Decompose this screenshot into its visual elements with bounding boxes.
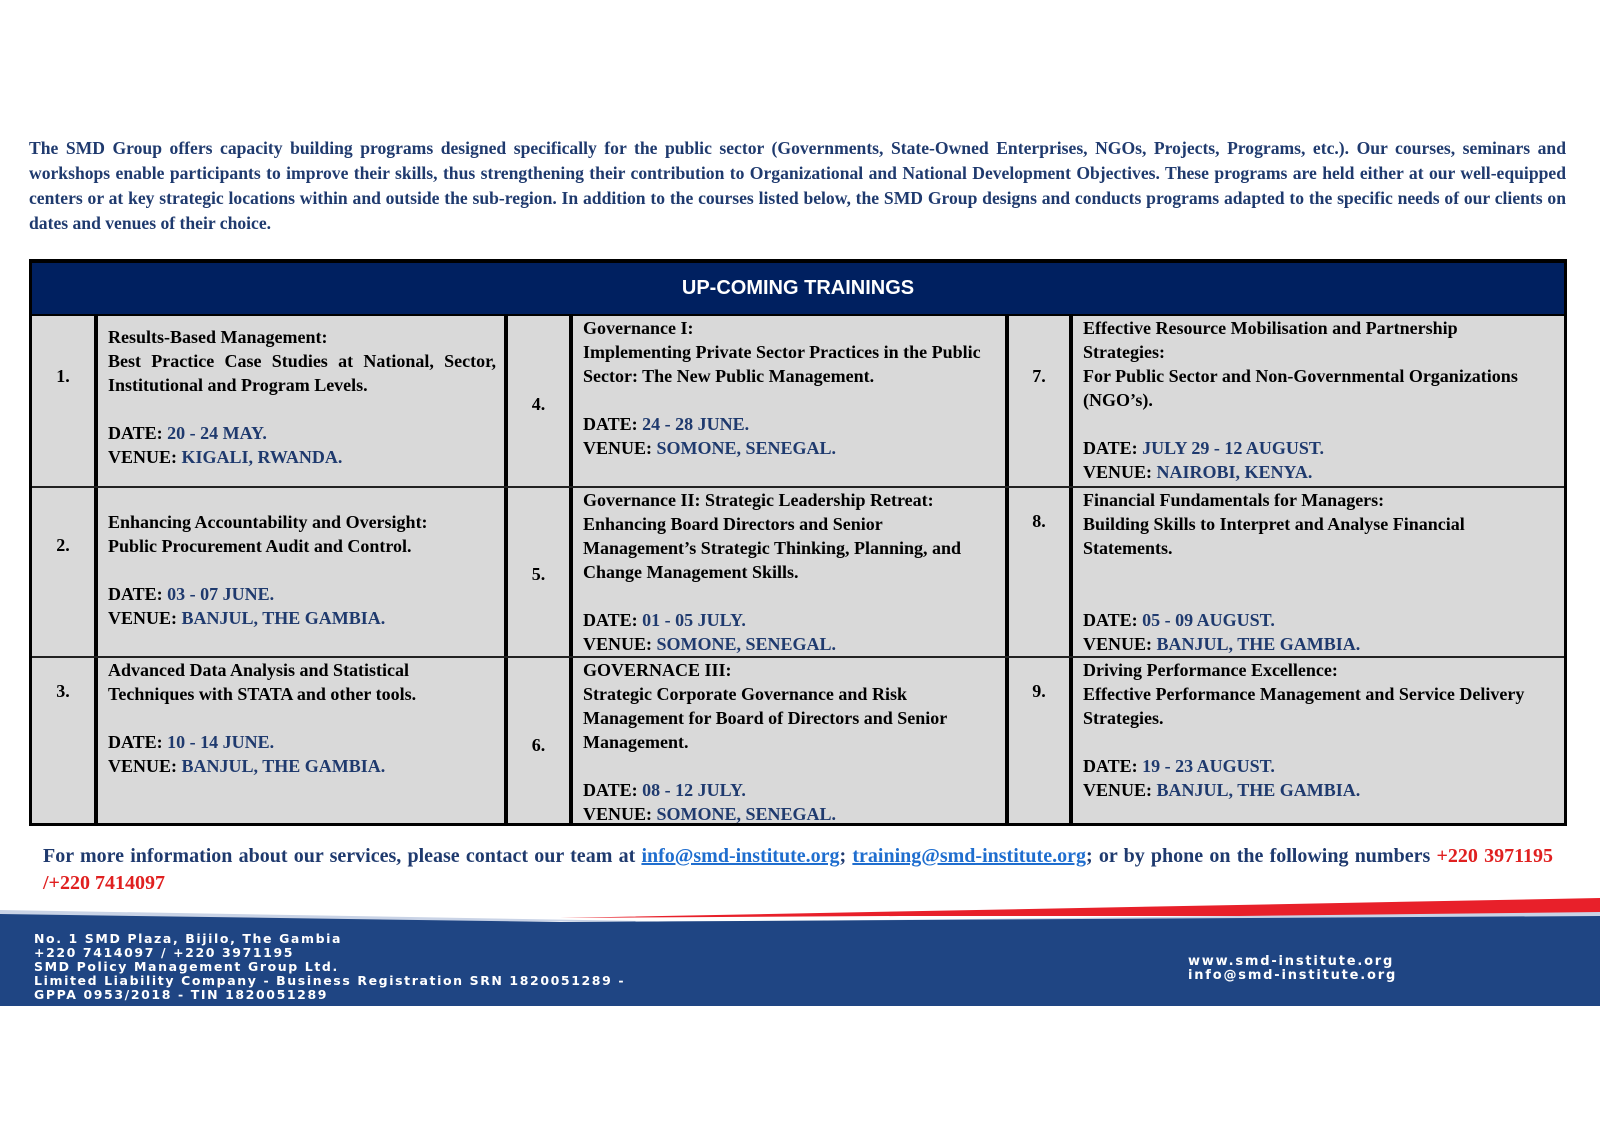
- course-cell-9: [1073, 658, 1535, 826]
- course-number: 7.: [1032, 366, 1046, 386]
- date-value: 24 - 28 JUNE.: [642, 414, 750, 434]
- table-title: UP-COMING TRAININGS: [32, 263, 1564, 316]
- date-value: 19 - 23 AUGUST.: [1142, 756, 1275, 776]
- course-title: Advanced Data Analysis and Statistical: [108, 660, 410, 680]
- course-number: 8.: [1032, 511, 1046, 531]
- course-venue: VENUE: BANJUL, THE GAMBIA.: [108, 608, 386, 628]
- table-row: [32, 316, 1564, 486]
- course-date: DATE: 19 - 23 AUGUST.: [1083, 756, 1275, 776]
- course-subtitle: Enhancing Board Directors and Senior Management’s Strategic Thinking, Planning, and Change Management Skills.: [583, 514, 962, 582]
- banner-email-link[interactable]: info@smd-institute.org: [1188, 968, 1398, 983]
- course-title: Governance II: Strategic Leadership Retreat:: [583, 490, 934, 510]
- course-venue: VENUE: SOMONE, SENEGAL.: [583, 804, 837, 824]
- course-title: GOVERNACE III:: [583, 660, 732, 680]
- course-venue: VENUE: KIGALI, RWANDA.: [108, 447, 343, 467]
- course-number: 1.: [56, 366, 70, 386]
- course-number: 9.: [1032, 681, 1046, 701]
- address-line: No. 1 SMD Plaza, Bijilo, The Gambia: [34, 931, 343, 946]
- course-date: DATE: 05 - 09 AUGUST.: [1083, 610, 1275, 630]
- company-address-block: [34, 932, 625, 1002]
- course-cell-3: [98, 658, 504, 826]
- course-venue: VENUE: BANJUL, THE GAMBIA.: [1083, 780, 1361, 800]
- course-venue: VENUE: SOMONE, SENEGAL.: [583, 634, 837, 654]
- course-number: 6.: [531, 735, 546, 755]
- course-subtitle: Best Practice Case Studies at National, Sector, Institutional and Program Levels.: [108, 351, 496, 395]
- intro-paragraph: The SMD Group offers capacity building programs designed specifically for the public sector (Governments, State-Owned Enterprises, NGOs, Projects, Programs, etc.). Our courses, seminars and workshops enable participants to improve their skills, thus strengthening their contribution to Organizational and National Development Objectives. These programs are held either at our well-equipped centers or at key strategic locations within and outside the sub-region. In addition to the courses listed below, the SMD Group designs and conducts programs adapted to the specific needs of our clients on dates and venues of their choice.: [29, 138, 1566, 233]
- course-number: 5.: [531, 564, 546, 584]
- course-subtitle: Public Procurement Audit and Control.: [108, 536, 412, 556]
- course-cell-5: [573, 488, 1005, 656]
- course-cell-7: [1073, 316, 1535, 486]
- course-venue: VENUE: BANJUL, THE GAMBIA.: [108, 756, 386, 776]
- course-cell-2: [98, 488, 504, 656]
- venue-value: BANJUL, THE GAMBIA.: [1156, 634, 1361, 654]
- course-date: DATE: JULY 29 - 12 AUGUST.: [1083, 438, 1325, 458]
- venue-value: BANJUL, THE GAMBIA.: [181, 608, 386, 628]
- course-subtitle: Techniques with STATA and other tools.: [108, 684, 417, 704]
- course-title: Enhancing Accountability and Oversight:: [108, 512, 428, 532]
- contact-paragraph: For more information about our services, please contact our team at info@smd-institute.org; training@smd-institute.org; or by phone on the following numbers +220 3971195 /+220 7414097: [43, 845, 1553, 894]
- phone-line: +220 7414097 / +220 3971195: [34, 945, 295, 960]
- venue-value: KIGALI, RWANDA.: [181, 447, 343, 467]
- course-title: Governance I:: [583, 318, 694, 338]
- date-value: 08 - 12 JULY.: [642, 780, 746, 800]
- course-date: DATE: 03 - 07 JUNE.: [108, 584, 275, 604]
- date-value: 10 - 14 JUNE.: [167, 732, 275, 752]
- course-date: DATE: 20 - 24 MAY.: [108, 423, 267, 443]
- course-subtitle: Implementing Private Sector Practices in the Public Sector: The New Public Management.: [583, 342, 981, 386]
- registration-line: Limited Liability Company - Business Registration SRN 1820051289 -: [34, 973, 626, 988]
- course-subtitle: Building Skills to Interpret and Analyse Financial Statements.: [1083, 514, 1465, 558]
- course-subtitle: Strategic Corporate Governance and Risk Management for Board of Directors and Senior Management.: [583, 684, 947, 752]
- course-date: DATE: 24 - 28 JUNE.: [583, 414, 750, 434]
- date-value: 01 - 05 JULY.: [642, 610, 746, 630]
- course-venue: VENUE: NAIROBI, KENYA.: [1083, 462, 1313, 482]
- course-number: 4.: [531, 394, 546, 414]
- course-venue: VENUE: SOMONE, SENEGAL.: [583, 438, 837, 458]
- venue-value: BANJUL, THE GAMBIA.: [181, 756, 386, 776]
- date-value: 03 - 07 JUNE.: [167, 584, 275, 604]
- venue-value: NAIROBI, KENYA.: [1156, 462, 1313, 482]
- course-subtitle: Effective Performance Management and Service Delivery Strategies.: [1083, 684, 1525, 728]
- date-value: JULY 29 - 12 AUGUST.: [1142, 438, 1325, 458]
- course-title: Effective Resource Mobilisation and Partnership Strategies:: [1083, 318, 1458, 362]
- venue-value: SOMONE, SENEGAL.: [656, 804, 837, 824]
- course-cell-1: [98, 316, 504, 486]
- course-date: DATE: 01 - 05 JULY.: [583, 610, 746, 630]
- gppa-line: GPPA 0953/2018 - TIN 1820051289: [34, 987, 329, 1002]
- venue-value: SOMONE, SENEGAL.: [656, 438, 837, 458]
- table-row: [32, 656, 1564, 826]
- email-link-training[interactable]: training@smd-institute.org: [852, 845, 1086, 867]
- course-subtitle: For Public Sector and Non-Governmental Organizations (NGO’s).: [1083, 366, 1518, 410]
- course-number: 3.: [56, 681, 70, 701]
- course-title: Financial Fundamentals for Managers:: [1083, 490, 1385, 510]
- venue-value: SOMONE, SENEGAL.: [656, 634, 837, 654]
- date-value: 20 - 24 MAY.: [167, 423, 267, 443]
- company-name-line: SMD Policy Management Group Ltd.: [34, 959, 339, 974]
- email-link-info[interactable]: info@smd-institute.org: [641, 845, 840, 867]
- course-date: DATE: 10 - 14 JUNE.: [108, 732, 275, 752]
- trainings-table: [29, 259, 1567, 826]
- course-venue: VENUE: BANJUL, THE GAMBIA.: [1083, 634, 1361, 654]
- date-value: 05 - 09 AUGUST.: [1142, 610, 1275, 630]
- course-number: 2.: [56, 535, 70, 555]
- table-row: [32, 486, 1564, 656]
- course-title: Results-Based Management:: [108, 327, 328, 347]
- venue-value: BANJUL, THE GAMBIA.: [1156, 780, 1361, 800]
- course-cell-4: [573, 316, 1005, 486]
- course-date: DATE: 08 - 12 JULY.: [583, 780, 746, 800]
- phone-numbers: +220 3971195 /+220 7414097: [43, 845, 1553, 894]
- website-link[interactable]: www.smd-institute.org: [1188, 954, 1395, 969]
- course-cell-6: [573, 658, 1005, 826]
- web-contact-block: [1188, 955, 1397, 983]
- course-cell-8: [1073, 488, 1535, 656]
- course-title: Driving Performance Excellence:: [1083, 660, 1338, 680]
